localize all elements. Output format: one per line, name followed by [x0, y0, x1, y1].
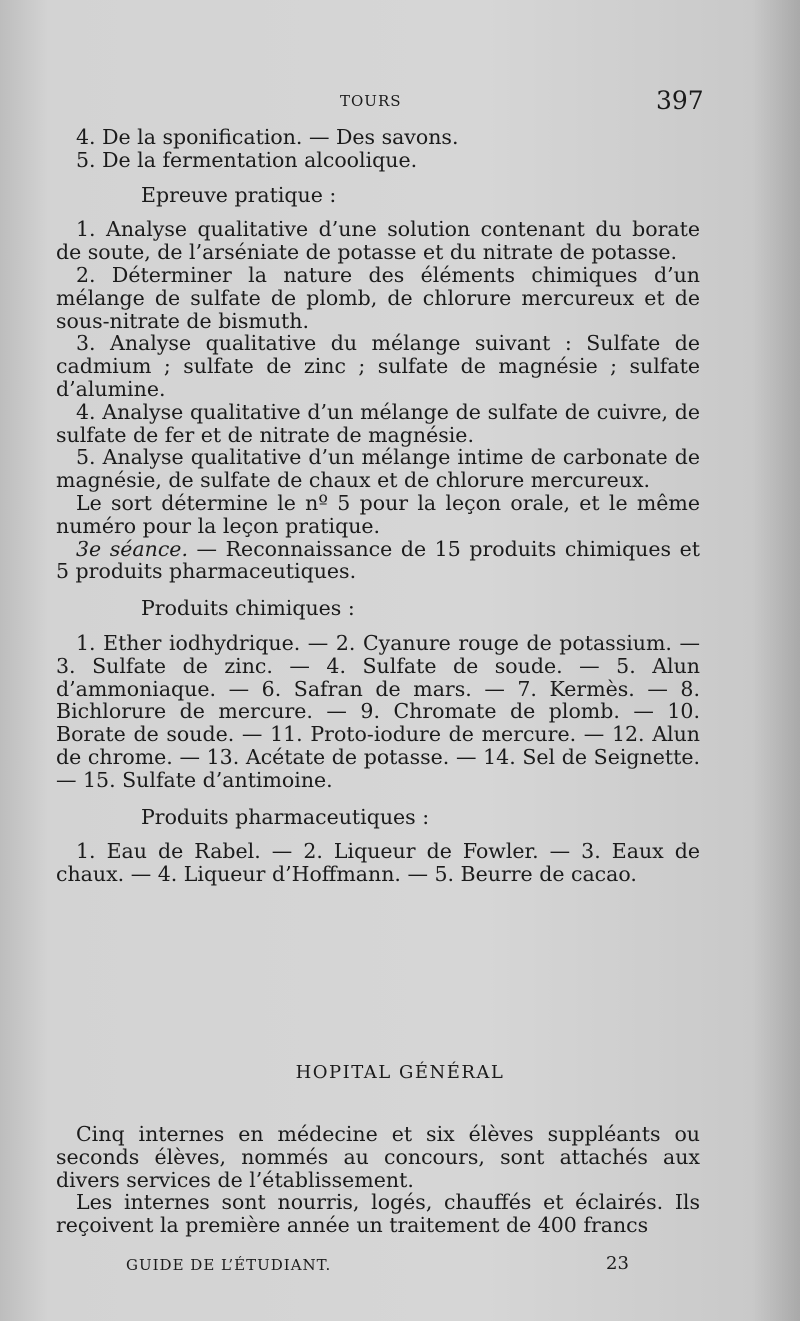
paragraph: Cinq internes en médecine et six élèves suppléants ou seconds élèves, nommés au concours, sont attachés aux divers services de l’établissement. [56, 1122, 700, 1192]
subheading-produits-pharmaceutiques: Produits pharmaceutiques : [141, 804, 430, 829]
seance-label: 3e séance. [76, 536, 188, 561]
paragraph: 3. Analyse qualitative du mélange suivant : Sulfate de cadmium ; sulfate de zinc ; sulfate de magnésie ; sulfate d’alumine. [56, 331, 700, 401]
paragraph: 2. Déterminer la nature des éléments chimiques d’un mélange de sulfate de plomb, de chlorure mercureux et de sous-nitrate de bismuth. [56, 262, 700, 333]
list-item: 5. De la fermentation alcoolique. [76, 147, 418, 172]
paragraph: Le sort détermine le nº 5 pour la leçon orale, et le même numéro pour la leçon pratique. [56, 490, 700, 538]
subheading-produits-chimiques: Produits chimiques : [141, 596, 355, 621]
signature-mark: 23 [606, 1253, 629, 1274]
paragraph: 1. Eau de Rabel. — 2. Liqueur de Fowler. — 3. Eaux de chaux. — 4. Liqueur d’Hoffmann. — 5. Beurre de cacao. [56, 839, 700, 887]
footer-title: GUIDE DE L’ÉTUDIANT. [126, 1256, 332, 1274]
paragraph: 1. Analyse qualitative d’une solution contenant du borate de soute, de l’arséniate de potasse et du nitrate de potasse. [56, 217, 700, 265]
paragraph: 5. Analyse qualitative d’un mélange intime de carbonate de magnésie, de sulfate de chaux et de chlorure mercureux. [56, 445, 700, 493]
section-title: HOPITAL GÉNÉRAL [295, 1062, 505, 1083]
subheading-epreuve-pratique: Epreuve pratique : [141, 182, 337, 207]
list-item: 4. De la sponification. — Des savons. [76, 125, 459, 149]
seance-text: — Reconnaissance de 15 produits chimiques et 5 produits pharmaceutiques. [56, 536, 700, 584]
paragraph-seance [56, 538, 700, 584]
page-header [0, 86, 800, 116]
hospital-text [56, 1123, 700, 1237]
paragraph: 1. Ether iodhydrique. — 2. Cyanure rouge de potassium. — 3. Sulfate de zinc. — 4. Sulfate de soude. — 5. Alun d’ammoniaque. — 6. Safran de mars. — 7. Kermès. — 8. Bichlorure de mercure. — 9. Chromate de plomb. — 10. Borate de soude. — 11. Proto-iodure de mercure. — 12. Alun de chrome. — 13. Acétate de potasse. — 14. Sel de Seignette. — 15. Sulfate d’antimoine. [56, 630, 700, 792]
main-text [56, 126, 700, 886]
page-footer [0, 1253, 800, 1280]
running-title: TOURS [340, 92, 402, 110]
paragraph: Les internes sont nourris, logés, chauffés et éclairés. Ils reçoivent la première année un traitement de 400 francs [56, 1190, 700, 1238]
page-number: 397 [656, 86, 704, 115]
paragraph: 4. Analyse qualitative d’un mélange de sulfate de cuivre, de sulfate de fer et de nitrate de magnésie. [56, 399, 700, 447]
